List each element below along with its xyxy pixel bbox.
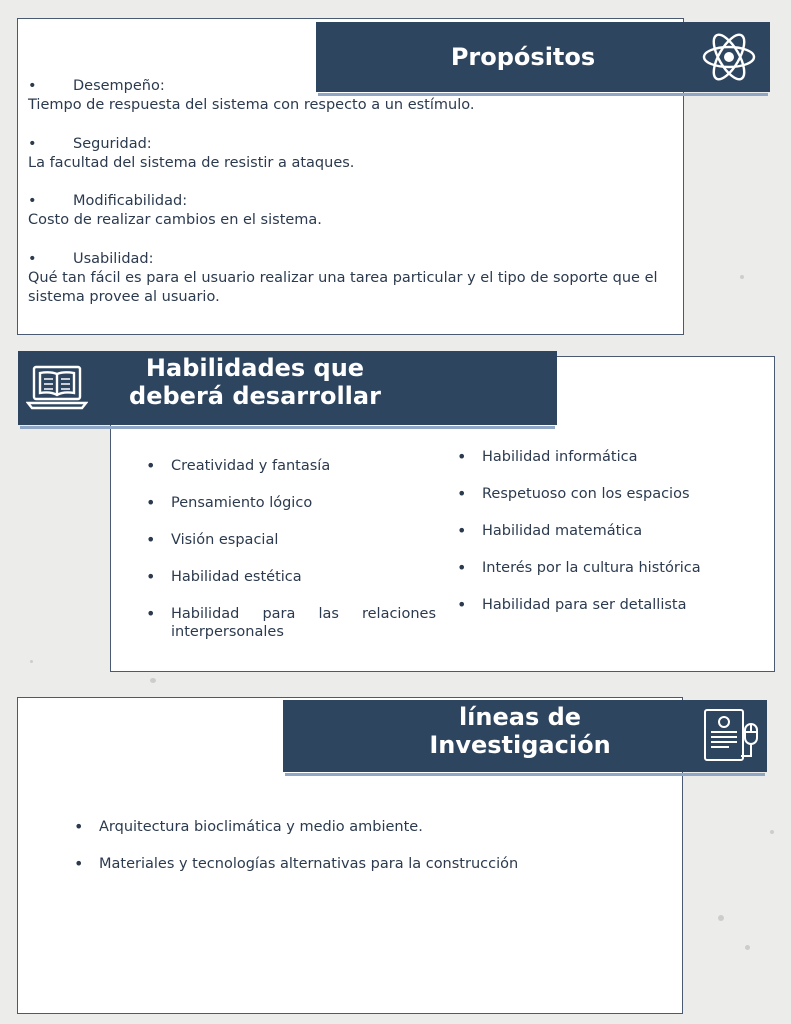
purpose-description: Costo de realizar cambios en el sistema. xyxy=(28,212,322,228)
document-mouse-icon xyxy=(701,706,761,766)
purpose-heading: Modificabilidad: xyxy=(73,193,188,209)
bullet: • xyxy=(28,78,37,94)
research-title-line1: líneas de xyxy=(458,703,582,731)
list-item: • Habilidad estética xyxy=(146,568,436,586)
list-item: • Habilidad para ser detallista xyxy=(457,596,757,614)
atom-icon xyxy=(700,28,758,86)
list-item: • Pensamiento lógico xyxy=(146,494,436,512)
list-item: • Creatividad y fantasía xyxy=(146,457,436,475)
skills-list-left xyxy=(146,457,436,641)
list-item: • Habilidad para las relaciones interpersonales xyxy=(146,605,436,641)
banner-stripe xyxy=(20,426,555,429)
research-banner xyxy=(285,702,765,770)
list-item: • Arquitectura bioclimática y medio ambiente. xyxy=(74,818,634,836)
background-speck xyxy=(30,660,33,663)
purpose-heading: Usabilidad: xyxy=(73,251,154,267)
list-item: • Habilidad informática xyxy=(457,448,757,466)
bullet: • xyxy=(28,193,37,209)
skills-title-line1: Habilidades que xyxy=(145,354,365,382)
list-item: • Interés por la cultura histórica xyxy=(457,559,757,577)
banner-stripe xyxy=(285,773,765,776)
list-item: • Visión espacial xyxy=(146,531,436,549)
background-speck xyxy=(745,945,750,950)
skills-title-line2: deberá desarrollar xyxy=(129,381,381,410)
research-title-line2: Investigación xyxy=(429,730,611,759)
list-item: • Respetuoso con los espacios xyxy=(457,485,757,503)
laptop-book-icon xyxy=(26,363,88,411)
skills-list-right xyxy=(457,448,757,614)
background-speck xyxy=(770,830,774,834)
purpose-description: Tiempo de respuesta del sistema con respecto a un estímulo. xyxy=(28,97,475,113)
list-item: • Habilidad matemática xyxy=(457,522,757,540)
purpose-description: Qué tan fácil es para el usuario realizar una tarea particular y el tipo de soporte que el sistema provee al usuario. xyxy=(28,270,658,305)
purpose-description: La facultad del sistema de resistir a ataques. xyxy=(28,155,355,171)
purpose-item xyxy=(28,192,678,230)
purposes-title: Propósitos xyxy=(450,43,596,71)
background-speck xyxy=(718,915,724,921)
bullet: • xyxy=(28,251,37,267)
purpose-heading: Desempeño: xyxy=(73,78,165,94)
purpose-item xyxy=(28,77,678,115)
background-speck xyxy=(740,275,744,279)
research-list xyxy=(74,818,634,892)
bullet: • xyxy=(28,136,37,152)
purpose-item xyxy=(28,250,678,307)
background-speck xyxy=(150,678,156,683)
skills-banner xyxy=(20,353,555,423)
purpose-heading: Seguridad: xyxy=(73,136,152,152)
list-item: • Materiales y tecnologías alternativas para la construcción xyxy=(74,855,634,873)
purpose-item xyxy=(28,135,678,173)
